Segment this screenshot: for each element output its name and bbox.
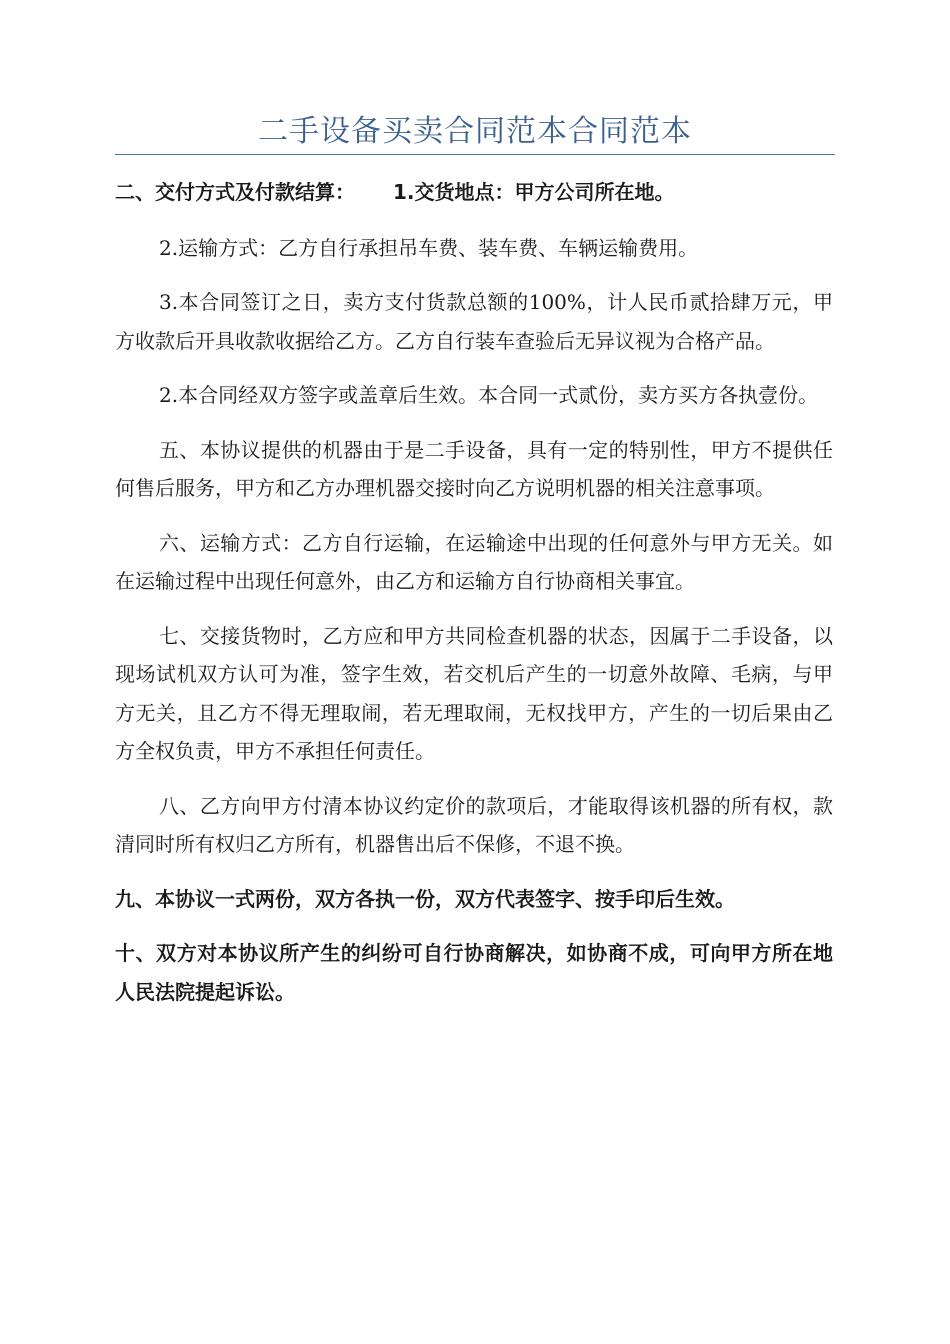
paragraph-section-ten: 十、双方对本协议所产生的纠纷可自行协商解决，如协商不成，可向甲方所在地人民法院提起诉讼。	[115, 941, 833, 1004]
title-underline	[115, 154, 835, 155]
paragraph-section-eight: 八、乙方向甲方付清本协议约定价的款项后，才能取得该机器的所有权，款清同时所有权归乙方所有，机器售出后不保修，不退不换。	[115, 793, 833, 856]
section-two-item-1: 1.交货地点：甲方公司所在地。	[393, 180, 675, 204]
paragraph-section-nine: 九、本协议一式两份，双方各执一份，双方代表签字、按手印后生效。	[115, 886, 735, 911]
section-two-heading-line	[115, 173, 833, 212]
section-two-heading: 二、交付方式及付款结算：	[115, 180, 355, 204]
paragraph-effect: 2.本合同经双方签字或盖章后生效。本合同一式贰份，卖方买方各执壹份。	[159, 383, 819, 407]
paragraph-transport: 2.运输方式：乙方自行承担吊车费、装车费、车辆运输费用。	[159, 235, 699, 260]
document-title: 二手设备买卖合同范本合同范本	[258, 114, 692, 149]
document-body	[115, 173, 833, 1011]
paragraph-section-six: 六、运输方式：乙方自行运输，在运输途中出现的任何意外与甲方无关。如在运输过程中出现任何意外，由乙方和运输方自行协商相关事宜。	[115, 530, 833, 593]
paragraph-section-seven: 七、交接货物时，乙方应和甲方共同检查机器的状态，因属于二手设备，以现场试机双方认可为准，签字生效，若交机后产生的一切意外故障、毛病，与甲方无关，且乙方不得无理取闹，若无理取闹，无权找甲方，产生的一切后果由乙方全权负责，甲方不承担任何责任。	[115, 623, 833, 763]
paragraph-payment: 3.本合同签订之日，卖方支付货款总额的100%，计人民币贰拾肆万元，甲方收款后开具收款收据给乙方。乙方自行装车查验后无异议视为合格产品。	[115, 290, 833, 353]
paragraph-section-five: 五、本协议提供的机器由于是二手设备，具有一定的特别性，甲方不提供任何售后服务，甲方和乙方办理机器交接时向乙方说明机器的相关注意事项。	[115, 437, 833, 500]
